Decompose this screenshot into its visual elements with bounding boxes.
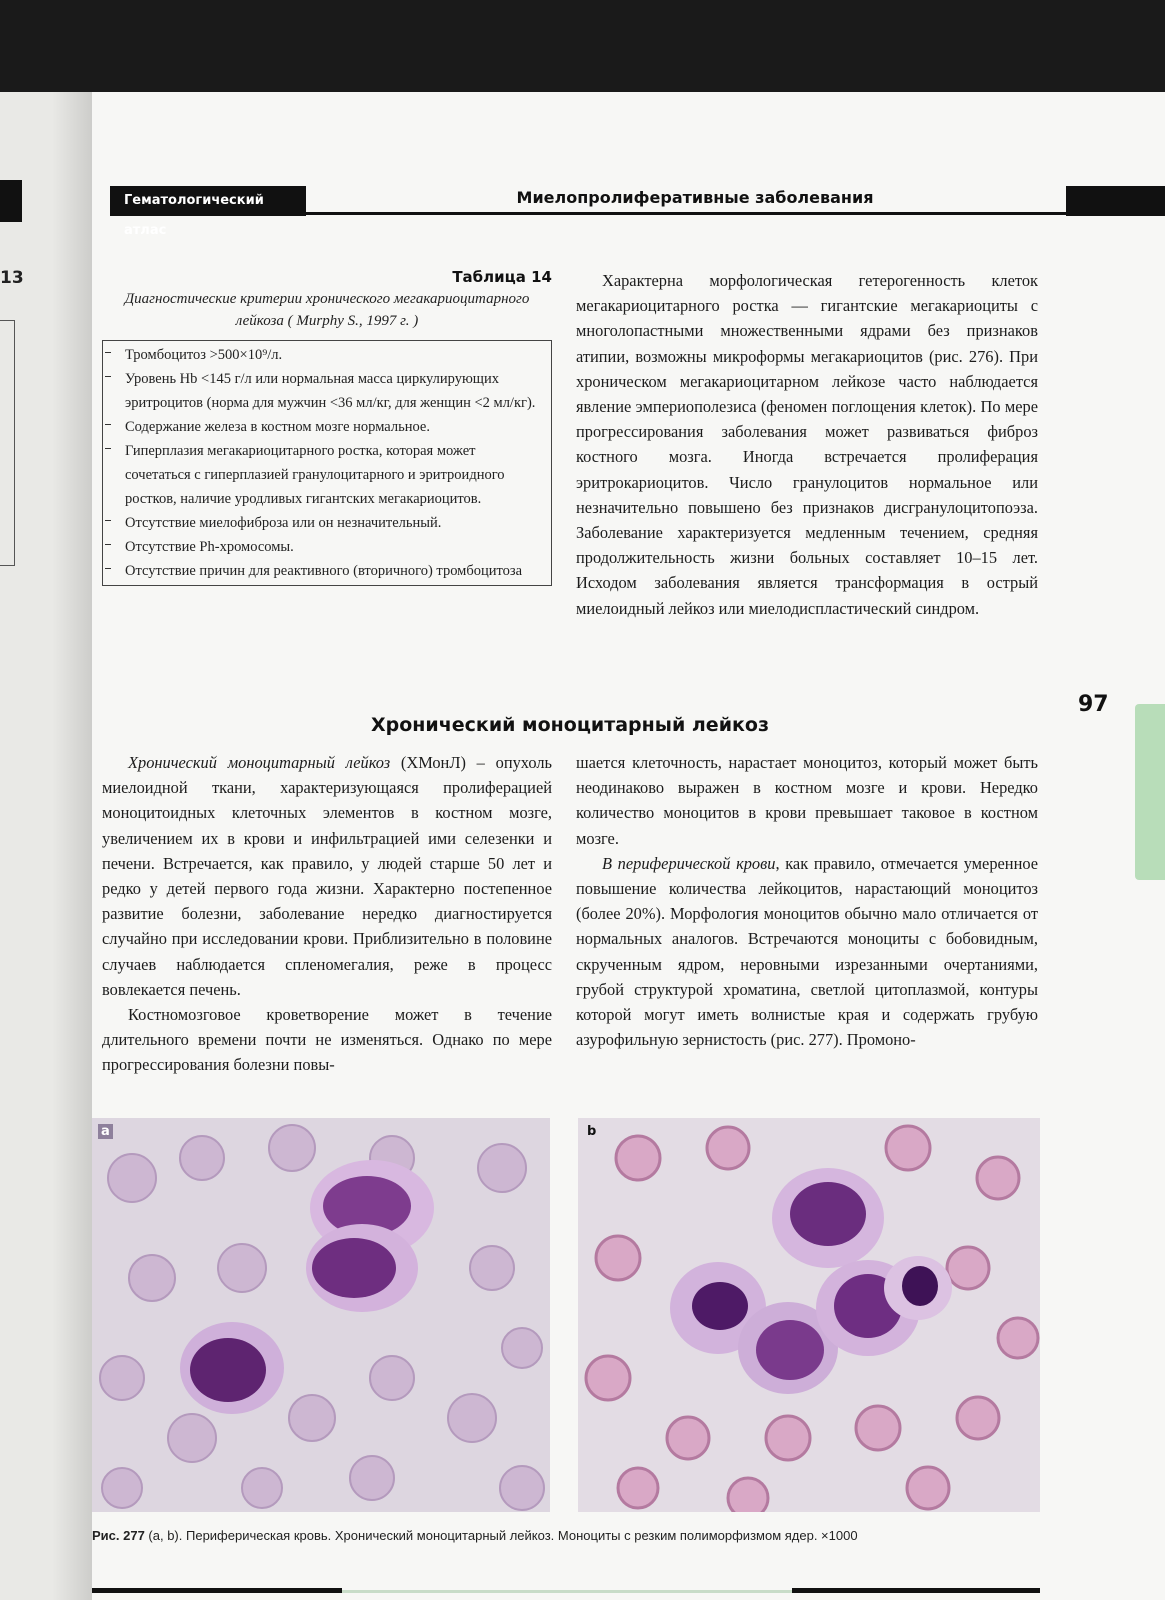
right-column-top [576, 268, 1038, 621]
adjacent-left-page [0, 92, 92, 1600]
figure-277b [578, 1118, 1040, 1512]
page-number: 97 [1078, 692, 1109, 717]
book-page [92, 92, 1165, 1600]
running-header [110, 186, 1165, 238]
body-paragraph: Характерна морфологическая гетерогенность клеток мегакариоцитарного ростка — гигантские мегакариоциты с многолопастными множественными ядрами без признаков атипии, возможны микроформы мегакариоцитов (рис. 276). При хроническом мегакариоцитарном лейкозе часто наблюдается явление эмпериополезиса (феномен поглощения клеток). По мере прогрессирования заболевания может развиваться фиброз костного мозга. Иногда встречается пролиферация эритрокариоцитов. Число гранулоцитов нормальное или незначительно повышено без признаков дисгранулоцитопоэза. Заболевание характеризуется медленным течением, средняя продолжительность жизни больных составляет 10–15 лет. Исходом заболевания является трансформация в острый миелоидный лейкоз или миелодиспластический синдром. [576, 271, 1038, 618]
body-paragraph: шается клеточность, нарастает моноцитоз, который может быть неодинаково выражен в костном мозге и крови. Нередко количество моноцитов в крови превышает таковое в костном мозге. [576, 753, 1038, 848]
right-column-bottom [576, 750, 1038, 1052]
criteria-table [102, 268, 552, 601]
caption-text: (a, b). Периферическая кровь. Хронический моноцитарный лейкоз. Моноциты с резким полиморфизмом ядер. ×1000 [144, 1528, 858, 1543]
header-rule [306, 212, 1066, 215]
criteria-item: Гиперплазия мегакариоцитарного ростка, которая может сочетаться с гиперплазией гранулоцитарного и эритроидного ростков, наличие уродливых гигантских мегакариоцитов. [119, 439, 543, 511]
criteria-item: Содержание железа в костном мозге нормальное. [119, 415, 543, 439]
criteria-item: Отсутствие миелофиброза или он незначительный. [119, 511, 543, 535]
left-column-bottom [102, 750, 552, 1078]
table-title: Таблица 14 [452, 268, 552, 286]
body-paragraph [576, 851, 1038, 1053]
footer-rule-left [92, 1588, 342, 1593]
micrograph-b [578, 1118, 1040, 1512]
chapter-title: Миелопролиферативные заболевания [516, 188, 874, 207]
term-italic: В периферической крови [602, 853, 776, 873]
paragraph-text: , как правило, отмечается умеренное повышение количества лейкоцитов, нарастающий моноцитоз (более 20%). Морфология моноцитов обычно мало отличается от нормальных аналогов. Встречаются моноциты с бобовидным, скрученным ядром, неровными изрезанными очертаниями, грубой структурой хроматина, светлой цитоплазмой, контуры которой могут иметь волнистые края и содержать грубую азурофильную зернистость (рис. 277). Промоно- [576, 853, 1039, 1050]
figure-caption [92, 1528, 1052, 1543]
left-page-header-bar [0, 180, 22, 222]
micrograph-a [92, 1118, 550, 1512]
left-page-box-edge [0, 320, 15, 566]
page-gutter-shadow [52, 92, 92, 1600]
atlas-label: Гематологический атлас [110, 186, 306, 216]
criteria-list [102, 340, 552, 586]
table-caption: Диагностические критерии хронического мегакариоцитарного лейкоза ( Murphy S., 1997 г. ) [124, 291, 530, 329]
term-italic: Хронический моноцитарный лейкоз [128, 753, 391, 772]
body-paragraph [102, 750, 552, 1002]
footer-rule-middle [342, 1590, 792, 1593]
header-dark-block [1066, 186, 1165, 216]
chapter-side-tab [1135, 704, 1165, 880]
body-paragraph: Костномозговое кроветворение может в течение длительного времени почти не изменяться. Однако по мере прогрессирования болезни повы- [102, 1005, 552, 1075]
footer-rule-right [792, 1588, 1040, 1593]
criteria-item: Отсутствие причин для реактивного (вторичного) тромбоцитоза [119, 559, 543, 583]
section-title: Хронический моноцитарный лейкоз [370, 714, 769, 736]
criteria-item: Уровень Hb <145 г/л или нормальная масса циркулирующих эритроцитов (норма для мужчин <36 мл/кг, для женщин <2 мл/кг). [119, 367, 543, 415]
paragraph-text: (ХМонЛ) – опухоль миелоидной ткани, характеризующаяся пролиферацией моноцитоидных клеточных элементов в костном мозге, увеличением их в крови и инфильтрацией ими селезенки и печени. Встречается, как правило, у людей старше 50 лет и редко у детей первого года жизни. Характерно постепенное развитие болезни, заболевание нередко диагностируется случайно при исследовании крови. Приблизительно в половине случаев наблюдается спленомегалия, реже в процесс вовлекается печень. [102, 753, 552, 999]
criteria-item: Тромбоцитоз >500×10⁹/л. [119, 343, 543, 367]
left-page-number-fragment: 13 [0, 268, 24, 288]
figure-label-a: a [98, 1124, 113, 1139]
figure-277a [92, 1118, 550, 1512]
caption-lead: Рис. 277 [92, 1528, 145, 1543]
figure-label-b: b [587, 1124, 597, 1139]
criteria-item: Отсутствие Ph-хромосомы. [119, 535, 543, 559]
